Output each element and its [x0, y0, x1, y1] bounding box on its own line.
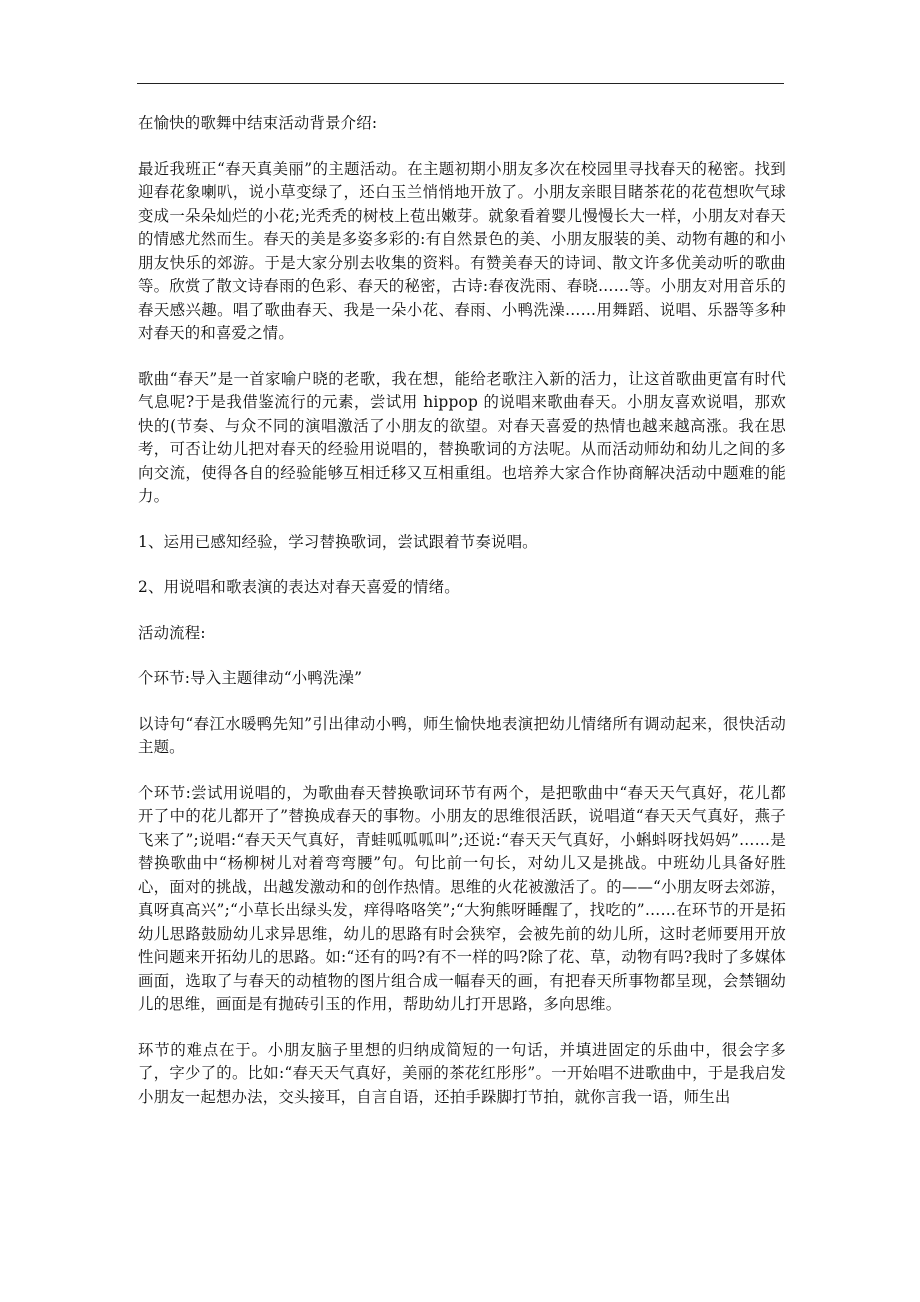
header-rule [137, 83, 784, 84]
paragraph-background: 最近我班正“春天真美丽”的主题活动。在主题初期小朋友多次在校园里寻找春天的秘密。找到迎春花象喇叭，说小草变绿了，还白玉兰悄悄地开放了。小朋友亲眼目睹茶花的花苞想吹气球变成一朵朵灿烂的小花;光秃秃的树枝上苞出嫩芽。就象看着婴儿慢慢长大一样，小朋友对春天的情感尤然而生。春天的美是多姿多彩的:有自然景色的美、小朋友服装的美、动物有趣的和小朋友快乐的郊游。于是大家分别去收集的资料。有赞美春天的诗词、散文许多优美动听的歌曲等。欣赏了散文诗春雨的色彩、春天的秘密，古诗:春夜洗雨、春晓……等。小朋友对用音乐的春天感兴趣。唱了歌曲春天、我是一朵小花、春雨、小鸭洗澡……用舞蹈、说唱、乐器等多种对春天的和喜爱之情。 [138, 159, 786, 342]
paragraph-step-1-body: 以诗句“春江水暖鸭先知”引出律动小鸭，师生愉快地表演把幼儿情绪所有调动起来，很快活动主题。 [138, 714, 786, 756]
paragraph-step-2-body: 个环节:尝试用说唱的，为歌曲春天替换歌词环节有两个，是把歌曲中“春天天气真好，花儿都开了中的花儿都开了”替换成春天的事物。小朋友的思维很活跃，说唱道“春天天气真好，燕子飞来了”;说唱:“春天天气真好，青蛙呱呱呱叫”;还说:“春天天气真好，小蝌蚪呀找妈妈”……是替换歌曲中“杨柳树儿对着弯弯腰”句。句比前一句长，对幼儿又是挑战。中班幼儿具备好胜心，面对的挑战，出越发激动和的创作热情。思维的火花被激活了。的——“小朋友呀去郊游，真呀真高兴”;“小草长出绿头发，痒得咯咯笑”;“大狗熊呀睡醒了，找吃的”……在环节的开是拓幼儿思路鼓励幼儿求异思维，幼儿的思路有时会狭窄，会被先前的幼儿所，这时老师要用开放性问题来开拓幼儿的思路。如:“还有的吗?有不一样的吗?除了花、草，动物有吗?我时了多媒体画面，选取了与春天的动植物的图片组合成一幅春天的画，有把春天所事物都呈现，会禁锢幼儿的思维，画面是有抛砖引玉的作用，帮助幼儿打开思路，多向思维。 [138, 783, 786, 1013]
paragraph-goal-2: 2、用说唱和歌表演的表达对春天喜爱的情绪。 [138, 578, 460, 596]
paragraph-activity-flow: 活动流程: [138, 623, 206, 642]
paragraph-goal-1: 1、运用已感知经验，学习替换歌词，尝试跟着节奏说唱。 [138, 532, 538, 551]
paragraph-song-spring: 歌曲“春天”是一首家喻户晓的老歌，我在想，能给老歌注入新的活力，让这首歌曲更富有时代气息呢?于是我借鉴流行的元素，尝试用 hippop 的说唱来歌曲春天。小朋友喜欢说唱，那欢快的(节奏、与众不同的演唱激活了小朋友的欲望。对春天喜爱的热情也越来越高涨。我在思考，可否让幼儿把对春天的经验用说唱的，替换歌词的方法呢。从而活动师幼和幼儿之间的多向交流，使得各自的经验能够互相迁移又互相重组。也培养大家合作协商解决活动中题难的能力。 [138, 369, 786, 505]
document-body [138, 112, 786, 1131]
paragraph-intro-heading: 在愉快的歌舞中结束活动背景介绍: [138, 114, 378, 132]
paragraph-step-1-title: 个环节:导入主题律动“小鸭洗澡” [138, 669, 363, 687]
paragraph-difficulty: 环节的难点在于。小朋友脑子里想的归纳成简短的一句话，并填进固定的乐曲中，很会字多了，字少了的。比如:“春天天气真好，美丽的茶花红彤彤”。一开始唱不进歌曲中，于是我启发小朋友一起想办法，交头接耳，自言自语，还拍手跺脚打节拍，就你言我一语，师生出 [138, 1040, 786, 1106]
